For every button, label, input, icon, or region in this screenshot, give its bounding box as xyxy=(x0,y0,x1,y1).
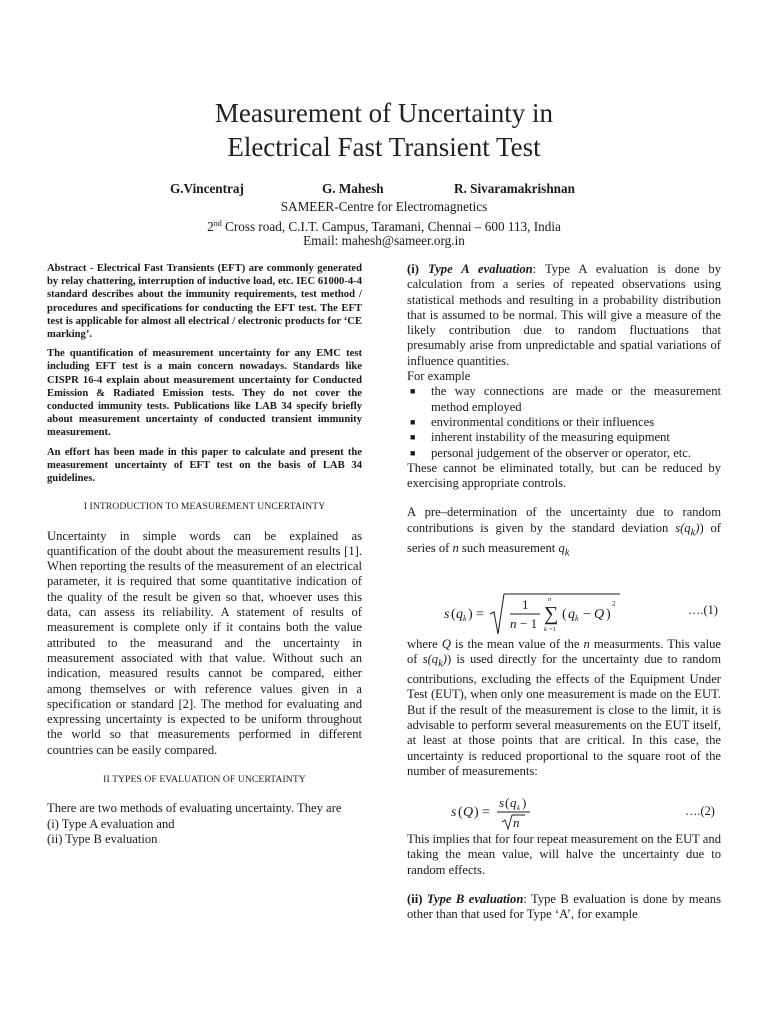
svg-text:n: n xyxy=(548,596,552,603)
cannot-eliminate-paragraph: These cannot be eliminated totally, but can be reduced by exercising appropriate controls. xyxy=(407,460,721,491)
svg-text:k: k xyxy=(575,614,579,623)
implies-paragraph: This implies that for four repeat measurement on the EUT and taking the mean value, will halve the uncertainty due to random effects. xyxy=(407,832,721,877)
equation-2 xyxy=(447,792,557,832)
right-column xyxy=(407,262,721,560)
section-1-body: Uncertainty in simple words can be explained as quantification of the doubt about the measurement results [1]. When reporting the results of the measurement of an electrical parameter, it is required that some quantitative indication of the quality of the result be given so that, whoever uses this data, can assess its reliability. A statement of results of measurement is complete only if it contains both the value attributed to the measurand and the uncertainty in measurement associated with that value. Without such an indication, measured results cannot be compared, either among themselves or with reference values given in a specification or standard [2]. The method for evaluating and expressing uncertainty is expected to be uniform throughout the world so that measurements performed in different countries can be easily compared. xyxy=(47,528,362,757)
where-paragraph: where Q is the mean value of the n measurments. This value of $s(q_k)$) is used directly for the uncertainty due to random contributions, excluding the effects of the Equipment Under Test (EUT), when only one measurement is made on the EUT. But if the result of the measurement is close to the limit, it is advisable to perform several measurements on the EUT itself, at least at those points that are critical. In this case, the uncertainty is reduced proportional to the square root of the number of measurements: xyxy=(407,637,721,778)
svg-text:1: 1 xyxy=(522,597,529,612)
predetermination-paragraph: A pre–determination of the uncertainty due to random contributions is given by the standard deviation $s(q_k)$) of series of n such measurement $q_k$ xyxy=(407,505,721,559)
svg-text:=: = xyxy=(476,607,484,622)
svg-text:−: − xyxy=(583,607,591,622)
type-b-paragraph: (ii) Type B evaluation: Type B evaluation is done by means other than that used for Type ‘A’, for example xyxy=(407,891,721,922)
svg-text:k: k xyxy=(544,626,547,633)
svg-text:): ) xyxy=(468,607,473,622)
section-2-intro: There are two methods of evaluating uncertainty. They are xyxy=(47,801,342,816)
email: Email: mahesh@sameer.org.in xyxy=(303,233,465,248)
svg-text:=: = xyxy=(482,805,490,820)
svg-text:): ) xyxy=(522,795,527,810)
left-column xyxy=(47,262,362,847)
svg-text:q: q xyxy=(568,607,575,622)
bullet-item: ■ environmental conditions or their influences xyxy=(410,414,655,429)
svg-text:=1: =1 xyxy=(549,626,556,633)
address: 2nd Cross road, C.I.T. Campus, Taramani, Chennai – 600 113, India xyxy=(207,219,561,234)
svg-text:Q: Q xyxy=(463,805,474,820)
svg-text:Q: Q xyxy=(594,607,605,622)
bullet-square-icon: ■ xyxy=(410,386,416,397)
type-a-heading: Type A evaluation xyxy=(427,262,533,276)
svg-text:n: n xyxy=(513,815,520,830)
svg-text:(: ( xyxy=(458,805,463,820)
paper-title xyxy=(0,96,768,164)
section-2-heading: II TYPES OF EVALUATION OF UNCERTAINTY xyxy=(103,774,306,785)
svg-text:s: s xyxy=(444,607,450,622)
svg-text:(: ( xyxy=(451,607,456,622)
svg-text:(: ( xyxy=(505,795,510,810)
svg-text:): ) xyxy=(606,607,611,622)
right-column-end xyxy=(407,832,721,922)
bullet-square-icon: ■ xyxy=(410,432,416,443)
bullet-item: ■ the way connections are made or the measurement method employed xyxy=(410,384,721,414)
equation-2-number: ….(2) xyxy=(685,804,715,818)
svg-text:− 1: − 1 xyxy=(520,616,538,631)
svg-text:n: n xyxy=(510,616,517,631)
svg-text:k: k xyxy=(517,804,521,812)
bullet-item: ■ personal judgement of the observer or operator, etc. xyxy=(410,445,692,460)
type-b-heading: Type B evaluation xyxy=(426,891,524,906)
bullet-square-icon: ■ xyxy=(410,416,416,427)
type-a-paragraph: (i) Type A evaluation: Type A evaluation is done by calculation from a series of repeated observations using statistical methods and resulting in a probability distribution that is assumed to be normal. This will give a measure of the likely contribution due to random fluctuations that presumably arise from unpredictable and spatial variations of influence quantities. xyxy=(407,262,721,368)
abstract-paragraph-1: Abstract - Electrical Fast Transients (EFT) are commonly generated by relay chattering, interruption of inductive load, etc. IEC 61000-4-4 standard describes about the immunity requirements, test method / procedures and specifications for conducting the EFT test. The EFT test is applicable for almost all electrical / electronic products for ‘CE marking’. xyxy=(47,263,362,341)
bullet-item: ■ inherent instability of the measuring equipment xyxy=(410,430,670,445)
title-line-2: Electrical Fast Transient Test xyxy=(227,132,541,162)
svg-text:s: s xyxy=(499,795,505,810)
svg-text:k: k xyxy=(463,614,467,623)
abstract-paragraph-2: The quantification of measurement uncertainty for any EMC test including EFT test is a main concern nowadays. Standards like CISPR 16-4 explain about measurement uncertainty for Conducted Emission & Radiated Emission tests. They do not cover the conducted immunity tests. Publications like LAB 34 specify briefly about measurement uncertainty of conducted transient immunity measurement. xyxy=(47,348,362,439)
svg-text:(: ( xyxy=(562,607,567,622)
affiliation: SAMEER-Centre for Electromagnetics xyxy=(280,199,488,214)
author-1: G.Vincentraj xyxy=(170,181,244,196)
svg-text:s: s xyxy=(451,805,457,820)
title-line-1: Measurement of Uncertainty in xyxy=(214,98,554,128)
svg-text:q: q xyxy=(510,795,517,810)
abstract-paragraph-3: An effort has been made in this paper to calculate and present the measurement uncertainty of EFT test on the basis of LAB 34 guidelines. xyxy=(47,446,362,485)
right-column-continued xyxy=(407,637,721,779)
svg-text:∑: ∑ xyxy=(544,603,559,625)
svg-text:q: q xyxy=(456,607,463,622)
for-example-label: For example xyxy=(407,369,471,384)
author-3: R. Sivaramakrishnan xyxy=(454,181,575,196)
author-2: G. Mahesh xyxy=(322,181,384,196)
section-2-item-1: (i) Type A evaluation and xyxy=(47,816,175,831)
equation-1-number: ….(1) xyxy=(688,603,718,617)
svg-text:): ) xyxy=(474,805,479,820)
svg-text:2: 2 xyxy=(612,600,616,608)
bullet-square-icon: ■ xyxy=(410,447,416,458)
equation-1 xyxy=(440,590,640,638)
section-1-heading: I INTRODUCTION TO MEASUREMENT UNCERTAINTY xyxy=(83,501,326,513)
section-2-item-2: (ii) Type B evaluation xyxy=(47,831,158,846)
